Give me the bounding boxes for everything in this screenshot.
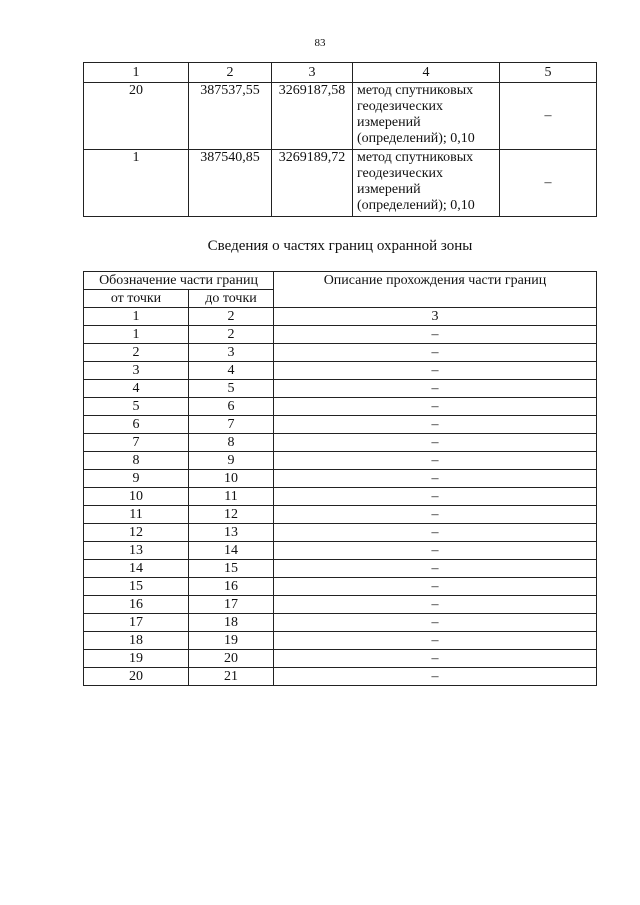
description: – xyxy=(274,434,597,452)
from-point: 6 xyxy=(84,416,189,434)
y-coordinate: 3269187,58 xyxy=(272,83,353,150)
method-line: (определений); 0,10 xyxy=(357,131,475,146)
description: – xyxy=(274,452,597,470)
parts-row xyxy=(84,614,597,632)
description: – xyxy=(274,470,597,488)
parts-row xyxy=(84,488,597,506)
description: – xyxy=(274,488,597,506)
parts-column-number-2: 2 xyxy=(189,308,274,326)
parts-header-description: Описание прохождения части границ xyxy=(274,272,597,308)
parts-row xyxy=(84,632,597,650)
from-point: 13 xyxy=(84,542,189,560)
coordinates-header-2: 2 xyxy=(189,63,272,83)
to-point: 16 xyxy=(189,578,274,596)
description: – xyxy=(274,632,597,650)
from-point: 4 xyxy=(84,380,189,398)
to-point: 17 xyxy=(189,596,274,614)
x-coordinate: 387540,85 xyxy=(189,150,272,217)
to-point: 14 xyxy=(189,542,274,560)
to-point: 15 xyxy=(189,560,274,578)
description: – xyxy=(274,542,597,560)
to-point: 4 xyxy=(189,362,274,380)
method-line: (определений); 0,10 xyxy=(357,198,475,213)
description: – xyxy=(274,326,597,344)
parts-row xyxy=(84,362,597,380)
description: – xyxy=(274,344,597,362)
parts-row xyxy=(84,434,597,452)
method-description xyxy=(353,83,500,150)
coordinates-table xyxy=(83,62,597,217)
method-line: геодезических xyxy=(357,99,444,114)
point-number: 1 xyxy=(84,150,189,217)
to-point: 6 xyxy=(189,398,274,416)
method-line: метод спутниковых xyxy=(357,150,474,165)
parts-column-number-1: 1 xyxy=(84,308,189,326)
description: – xyxy=(274,578,597,596)
description: – xyxy=(274,416,597,434)
parts-row xyxy=(84,380,597,398)
parts-row xyxy=(84,560,597,578)
method-line: геодезических xyxy=(357,166,444,181)
description: – xyxy=(274,650,597,668)
description: – xyxy=(274,362,597,380)
to-point: 19 xyxy=(189,632,274,650)
section-title: Сведения о частях границ охранной зоны xyxy=(207,238,473,254)
from-point: 10 xyxy=(84,488,189,506)
from-point: 1 xyxy=(84,326,189,344)
from-point: 19 xyxy=(84,650,189,668)
from-point: 17 xyxy=(84,614,189,632)
parts-row xyxy=(84,650,597,668)
from-point: 3 xyxy=(84,362,189,380)
to-point: 11 xyxy=(189,488,274,506)
x-coordinate: 387537,55 xyxy=(189,83,272,150)
from-point: 18 xyxy=(84,632,189,650)
to-point: 8 xyxy=(189,434,274,452)
from-point: 16 xyxy=(84,596,189,614)
description: – xyxy=(274,398,597,416)
parts-row xyxy=(84,542,597,560)
parts-row xyxy=(84,344,597,362)
description: – xyxy=(274,668,597,686)
method-line: измерений xyxy=(357,115,421,130)
coordinates-header-1: 1 xyxy=(84,63,189,83)
to-point: 10 xyxy=(189,470,274,488)
from-point: 7 xyxy=(84,434,189,452)
to-point: 2 xyxy=(189,326,274,344)
page-number: 83 xyxy=(314,37,326,49)
to-point: 9 xyxy=(189,452,274,470)
parts-column-number-3: 3 xyxy=(274,308,597,326)
parts-row xyxy=(84,506,597,524)
parts-row xyxy=(84,668,597,686)
to-point: 21 xyxy=(189,668,274,686)
parts-header-group: Обозначение части границ xyxy=(84,272,274,290)
to-point: 7 xyxy=(189,416,274,434)
description: – xyxy=(274,524,597,542)
method-line: метод спутниковых xyxy=(357,83,474,98)
from-point: 15 xyxy=(84,578,189,596)
parts-row xyxy=(84,596,597,614)
coordinates-header-4: 4 xyxy=(353,63,500,83)
coordinates-header-3: 3 xyxy=(272,63,353,83)
from-point: 11 xyxy=(84,506,189,524)
to-point: 3 xyxy=(189,344,274,362)
parts-row xyxy=(84,452,597,470)
to-point: 5 xyxy=(189,380,274,398)
to-point: 18 xyxy=(189,614,274,632)
coordinates-header-5: 5 xyxy=(500,63,597,83)
coordinates-row xyxy=(84,150,597,217)
description: – xyxy=(274,380,597,398)
parts-column-numbers-row xyxy=(84,308,597,326)
parts-row xyxy=(84,524,597,542)
parts-row xyxy=(84,416,597,434)
parts-header-to: до точки xyxy=(189,290,274,308)
from-point: 20 xyxy=(84,668,189,686)
method-line: измерений xyxy=(357,182,421,197)
y-coordinate: 3269189,72 xyxy=(272,150,353,217)
point-number: 20 xyxy=(84,83,189,150)
parts-header-from: от точки xyxy=(84,290,189,308)
coordinates-row xyxy=(84,83,597,150)
to-point: 13 xyxy=(189,524,274,542)
from-point: 5 xyxy=(84,398,189,416)
to-point: 20 xyxy=(189,650,274,668)
to-point: 12 xyxy=(189,506,274,524)
parts-row xyxy=(84,578,597,596)
column-5-value: – xyxy=(500,150,597,217)
from-point: 12 xyxy=(84,524,189,542)
parts-row xyxy=(84,398,597,416)
description: – xyxy=(274,560,597,578)
description: – xyxy=(274,596,597,614)
parts-row xyxy=(84,326,597,344)
from-point: 9 xyxy=(84,470,189,488)
parts-row xyxy=(84,470,597,488)
column-5-value: – xyxy=(500,83,597,150)
boundary-parts-table xyxy=(83,271,597,686)
description: – xyxy=(274,614,597,632)
from-point: 8 xyxy=(84,452,189,470)
method-description xyxy=(353,150,500,217)
parts-header-row-1 xyxy=(84,272,597,290)
description: – xyxy=(274,506,597,524)
coordinates-header-row xyxy=(84,63,597,83)
from-point: 2 xyxy=(84,344,189,362)
from-point: 14 xyxy=(84,560,189,578)
